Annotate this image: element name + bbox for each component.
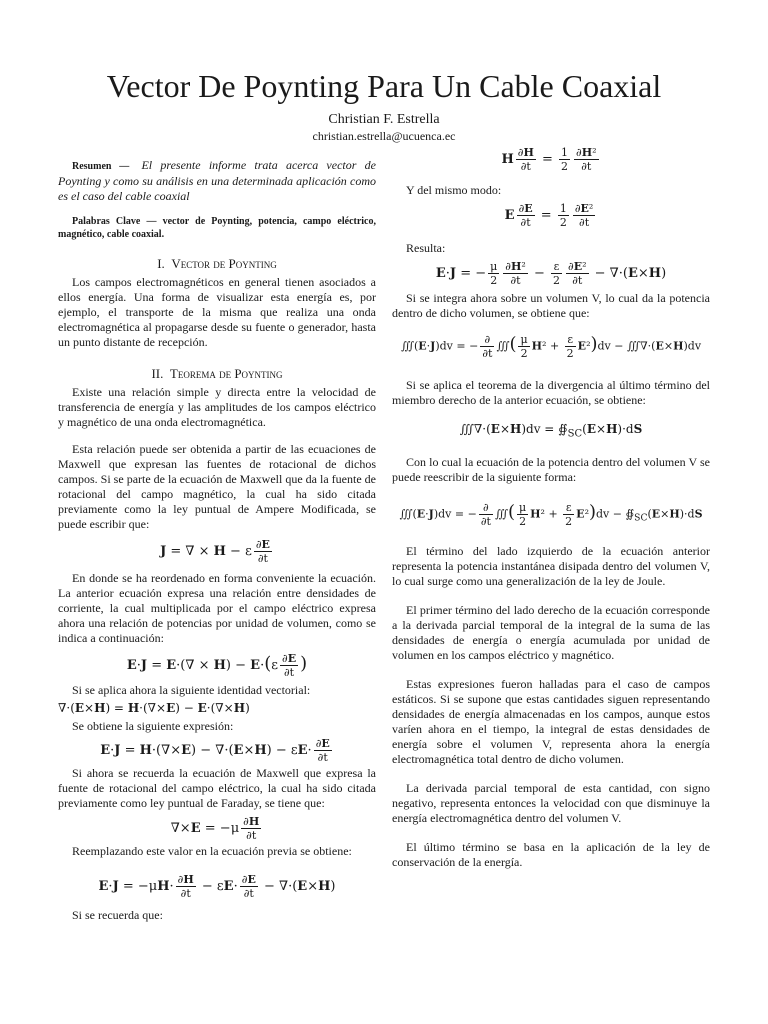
paragraph: En donde se ha reordenado en forma conveniente la ecuación. La anterior ecuación expresa una relación entre densidades de corriente, la cual multiplicada por el campo eléctrico expresa ahora una relación de potencias por unidad de volumen, como se indica a continuación: — [58, 571, 376, 645]
paragraph: Si se recuerda que: — [72, 908, 163, 922]
paragraph: Resulta: — [406, 241, 446, 255]
author-name: Christian F. Estrella — [328, 112, 440, 127]
paragraph: El último término se basa en la aplicación de la ley de conservación de la energía. — [392, 840, 710, 870]
equation-faraday: ∇×E = −μ $\frac{\partial H}{\partial t}$ — [170, 815, 260, 842]
paragraph: Existe una relación simple y directa entre la velocidad de transferencia de energía y las amplitudes de los campos eléctrico y magnético de una onda electromagnética. — [58, 385, 376, 429]
section-title: Vector de Poynting — [171, 256, 277, 271]
equation-result: E·J = − $\frac{\mu}{2}$ $\frac{\text{∂H²}}{\partial t}$ − $\frac{\varepsilon}{2}$ $\frac{\text{∂E²}}{\partial t}$ − ∇·(E×H) — [435, 260, 667, 287]
author-email: christian.estrella@ucuenca.ec — [312, 129, 456, 143]
equation-expression: E·J = H·(∇×E) − ∇·(E×H) − εE· $\frac{\partial E}{\partial t}$ — [100, 737, 330, 764]
paragraph: Se obtiene la siguiente expresión: — [72, 719, 234, 733]
section-number: II. — [151, 366, 164, 381]
paragraph: Estas expresiones fueron halladas para el caso de campos estáticos. Si se supone que estas cantidades siguen representando densidades de energía almacenadas en los campos, aunque estos varíen ahora en el tiempo, la integral de estas densidades de energía sobre el volumen V, representa ahora la energía electromagnética total dentro de dicho volumen. — [392, 677, 710, 767]
paragraph: Reemplazando este valor en la ecuación previa se obtiene: — [72, 844, 352, 858]
equation-power: E·J = E·(∇ × H) − E·(ε $\frac{\partial E}{\partial t}$ ) — [126, 652, 308, 679]
paragraph: Los campos electromagnéticos en general tienen asociados a ellos energía. Una forma de visualizar esta energía es, por ejemplo, el transporte de la misma que realiza una onda electromagnética al propagarse desde su fuente o generador, hasta un punto distante de recepción. — [58, 275, 376, 349]
paragraph: El término del lado izquierdo de la ecuación anterior representa la potencia instantánea disipada dentro del volumen V, lo cual surge como una generalización de la ley de Joule. — [392, 544, 710, 589]
paragraph: La derivada parcial temporal de esta cantidad, con signo negativo, representa entonces la velocidad con que disminuye la energía electromagnética dentro del volumen V. — [392, 781, 710, 826]
section-number: I. — [157, 256, 165, 271]
section-title: Teorema de Poynting — [169, 366, 283, 381]
abstract — [58, 158, 376, 204]
abstract-text: El presente informe trata acerca vector de Poynting y como su análisis en una determinada aplicación como es el caso del cable coaxial — [58, 158, 376, 203]
equation-divergence: ∭∇·(E×H)dv = $∯_{SC}(E\times H)\cdot dS$ — [459, 422, 643, 440]
equation-h-derivative: H $\frac{\partial H}{\partial t}$ = $\frac{1}{2}$ $\frac{\text{∂H²}}{\partial t}$ — [501, 146, 597, 173]
paragraph: Con lo cual la ecuación de la potencia dentro del volumen V se puede reescribir de la siguiente forma: — [392, 455, 710, 485]
equation-replaced: E·J = −μH· $\frac{\partial H}{\partial t}$ − εE· $\frac{\partial E}{\partial t}$ − ∇·(E×H) — [98, 873, 336, 900]
equation-e-derivative: E $\frac{\partial E}{\partial t}$ = $\frac{1}{2}$ $\frac{\text{∂E²}}{\partial t}$ — [504, 202, 594, 229]
section-heading-1 — [58, 256, 376, 271]
equation-ampere: J = ∇ × H − ε $\frac{\partial E}{\partial t}$ — [160, 538, 270, 565]
paragraph: Esta relación puede ser obtenida a partir de las ecuaciones de Maxwell que expresan las fuentes de rotacional de dichos campos. Si se parte de la ecuación de Maxwell que da la fuente de rotacional del campo magnético, la cual ha sido citada previamente como la ley puntual de Ampere Modificada, se puede escribir que: — [58, 442, 376, 531]
paragraph: Y del mismo modo: — [406, 183, 502, 197]
right-column — [392, 146, 710, 870]
paragraph: Si se aplica ahora la siguiente identidad vectorial: — [72, 683, 311, 697]
paragraph: Si se integra ahora sobre un volumen V, lo cual da la potencia dentro de dicho volumen, se obtiene que: — [392, 291, 710, 320]
paragraph: Si ahora se recuerda la ecuación de Maxwell que expresa la fuente de rotacional del campo eléctrico, la cual ha sido citada previamente como ley puntual de Faraday, se tiene que: — [58, 766, 376, 810]
keywords: Palabras Clave — vector de Poynting, potencia, campo eléctrico, magnético, cable coaxial. — [58, 216, 376, 240]
equation-power-rewritten: ∭(E·J)dv = − $\frac{\partial}{\partial t}$ ∭( $\frac{\mu}{2}$ H² + $\frac{\varepsilon}{2}$ $E^2)dv - ∯_{SC}(E\times H)\cdot dS$ — [399, 501, 703, 529]
equation-identity: ∇·(E×H) = H·(∇×E) − E·(∇×H) — [58, 701, 250, 715]
section-heading-2 — [58, 366, 376, 381]
left-column — [58, 150, 376, 923]
paragraph: Si se aplica el teorema de la divergencia al último término del miembro derecho de la anterior ecuación, se obtiene: — [392, 378, 710, 407]
paragraph: El primer término del lado derecho de la ecuación corresponde a la derivada parcial temporal de la integral de la suma de las densidades de energía o energía acumulada por unidad de volumen en los campos eléctrico y magnético. — [392, 603, 710, 663]
paper-title: Vector De Poynting Para Un Cable Coaxial — [106, 68, 662, 104]
abstract-label: Resumen — — [72, 161, 130, 172]
equation-volume-integral: ∭(E·J)dv = − $\frac{\partial}{\partial t}$ ∭( $\frac{\mu}{2}$ H² + $\frac{\varepsilon}{2}$ E²)dv − ∭∇·(E×H)dv — [400, 333, 702, 360]
